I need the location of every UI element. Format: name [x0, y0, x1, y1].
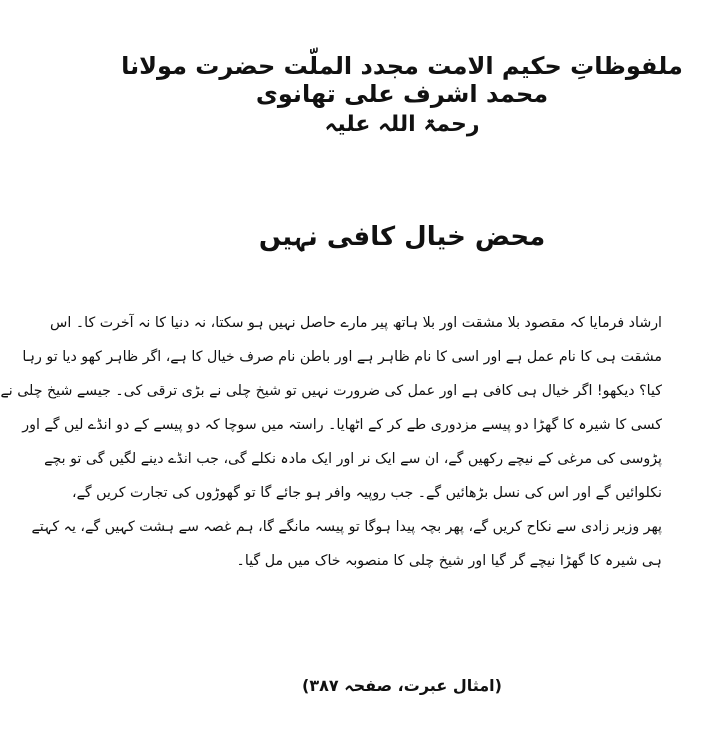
section-heading: محض خیال کافی نہیں — [258, 222, 546, 252]
body-line: ارشاد فرمایا کہ مقصود بلا مشقت اور بلا ہاتھ پیر مارے حاصل نہیں ہو سکتا، نہ دنیا کا نہ آخرت کا۔ اس — [50, 315, 662, 331]
body-line: کسی کا شیرہ کا گھڑا دو پیسے مزدوری طے کر کے اٹھایا۔ راستہ میں سوچا کہ دو پیسے کے دو انڈے لیں گے اور — [22, 417, 662, 433]
body-line: ہی شیرہ کا گھڑا نیچے گر گیا اور شیخ چلی کا منصوبہ خاک میں مل گیا۔ — [236, 553, 662, 569]
body-line: نکلوائیں گے اور اس کی نسل بڑھائیں گے۔ جب روپیہ وافر ہو جائے گا تو گھوڑوں کی تجارت کریں گے، — [71, 485, 662, 501]
title-line-1: ملفوظاتِ حکیم الامت مجدد الملّت حضرت مولانا محمد اشرف علی تھانوی — [121, 52, 683, 108]
title-line-2: رحمۃ اللہ علیہ — [324, 112, 480, 137]
body-line: کیا؟ دیکھو! اگر خیال ہی کافی ہے اور عمل کی ضرورت نہیں تو شیخ چلی نے بڑی ترقی کی۔ جیسے شیخ چلی نے — [0, 383, 662, 399]
body-line: پڑوسی کی مرغی کے نیچے رکھیں گے، ان سے ایک نر اور ایک مادہ نکلے گی، جب انڈے دینے لگیں گی تو بچے — [44, 451, 662, 467]
body-line: پھر وزیر زادی سے نکاح کریں گے، پھر بچہ پیدا ہوگا تو پیسہ مانگے گا، ہم غصہ سے ہشت کہیں گے، یہ کہتے — [31, 519, 662, 535]
body-paragraph — [0, 306, 662, 578]
source-citation: (امثال عبرت، صفحہ ۳۸۷) — [302, 676, 502, 695]
body-line: مشقت ہی کا نام عمل ہے اور اسی کا نام ظاہر ہے اور باطن نام صرف خیال کا ہے، اگر ظاہر کھو دیا تو رہا — [22, 349, 662, 365]
